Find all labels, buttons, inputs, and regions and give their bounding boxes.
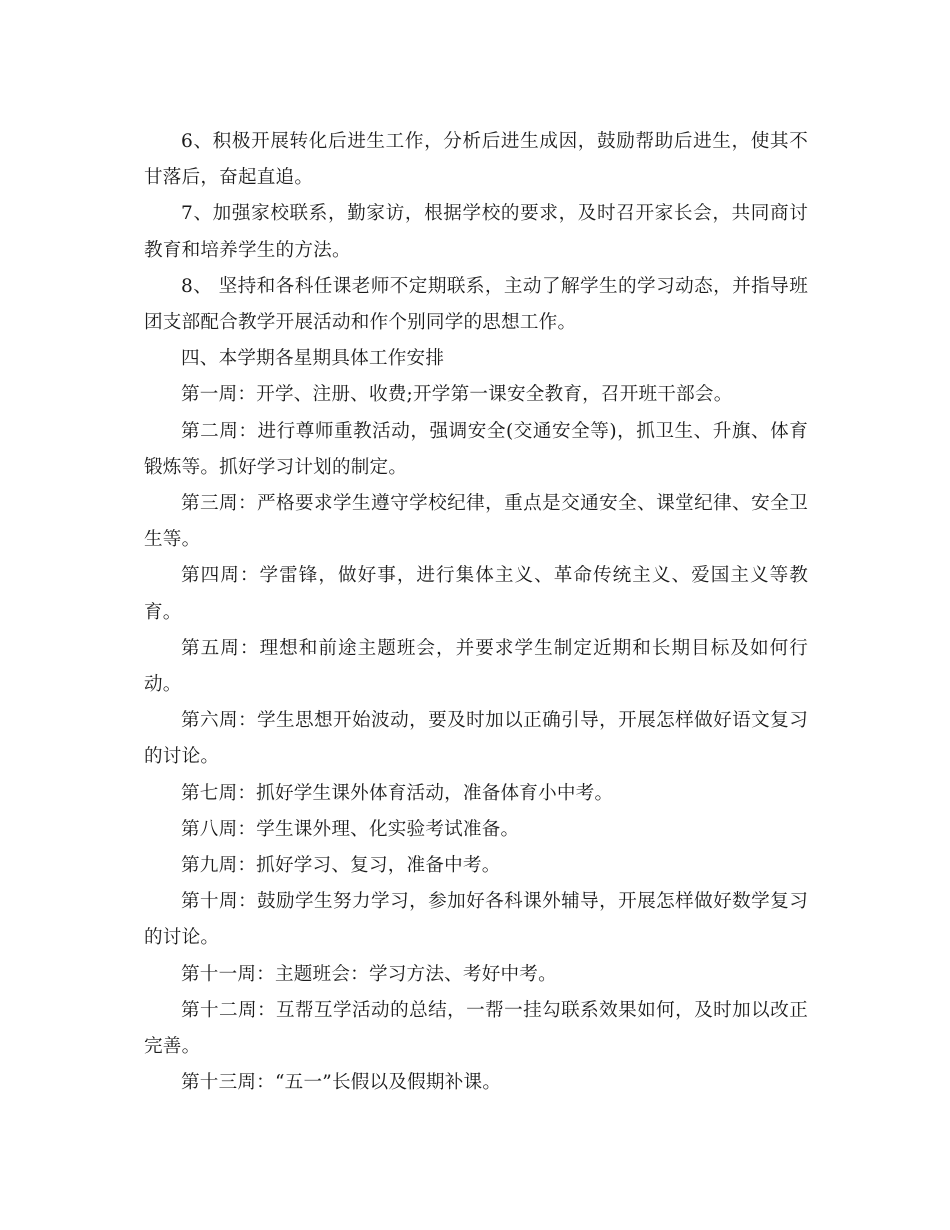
section-heading-schedule: 四、本学期各星期具体工作安排	[181, 348, 445, 370]
week-8-item: 第八周：学生课外理、化实验考试准备。	[181, 818, 520, 840]
week-4-item: 第四周：学雷锋，做好事，进行集体主义、革命传统主义、爱国主义等教育。	[144, 565, 808, 623]
week-9-item: 第九周：抓好学习、复习，准备中考。	[181, 855, 501, 877]
paragraph-item-8: 8、 坚持和各科任课老师不定期联系，主动了解学生的学习动态，并指导班团支部配合教学开展活动和作个别同学的思想工作。	[144, 275, 808, 334]
week-12-item: 第十二周：互帮互学活动的总结，一帮一挂勾联系效果如何，及时加以改正完善。	[144, 999, 808, 1058]
week-7-item: 第七周：抓好学生课外体育活动，准备体育小中考。	[181, 782, 614, 804]
week-1-item: 第一周：开学、注册、收费;开学第一课安全教育，召开班干部会。	[181, 384, 733, 406]
week-13-item: 第十三周：“五一”长假以及假期补课。	[181, 1072, 502, 1094]
week-5-item: 第五周：理想和前途主题班会，并要求学生制定近期和长期目标及如何行动。	[144, 637, 808, 696]
week-6-item: 第六周：学生思想开始波动，要及时加以正确引导，开展怎样做好语文复习的讨论。	[144, 710, 808, 768]
paragraph-item-6: 6、积极开展转化后进生工作，分析后进生成因，鼓励帮助后进生，使其不甘落后，奋起直追。	[144, 131, 808, 189]
week-11-item: 第十一周：主题班会：学习方法、考好中考。	[181, 963, 557, 985]
week-2-item: 第二周：进行尊师重教活动，强调安全(交通安全等)，抓卫生、升旗、体育锻炼等。抓好学习计划的制定。	[144, 420, 808, 478]
paragraph-item-7: 7、加强家校联系，勤家访，根据学校的要求，及时召开家长会，共同商讨教育和培养学生的方法。	[144, 203, 808, 261]
document-body	[144, 124, 808, 1101]
week-10-item: 第十周：鼓励学生努力学习，参加好各科课外辅导，开展怎样做好数学复习的讨论。	[144, 891, 808, 949]
week-3-item: 第三周：严格要求学生遵守学校纪律，重点是交通安全、课堂纪律、安全卫生等。	[144, 493, 808, 551]
